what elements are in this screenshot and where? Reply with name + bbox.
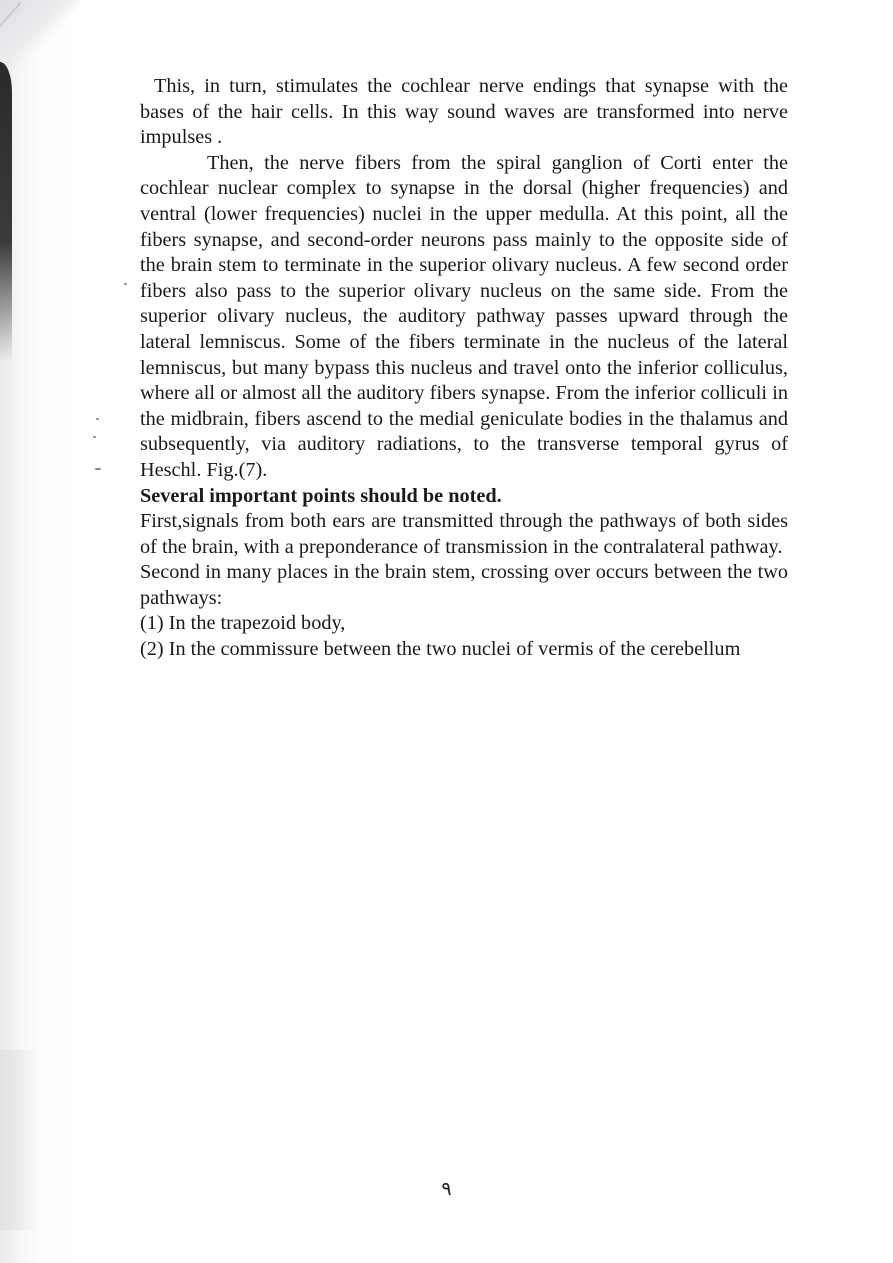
paragraph-auditory-pathway: Then, the nerve fibers from the spiral ganglion of Corti enter the cochlear nuclear complex to synapse in the dorsal (higher frequencies) and ventral (lower frequencies) nuclei in the upper medulla. At this point, all the fibers synapse, and second-order neurons pass mainly to the opposite side of the brain stem to terminate in the superior olivary nucleus. A few second order fibers also pass to the superior olivary nucleus on the same side. From the superior olivary nucleus, the auditory pathway passes upward through the lateral lemniscus. Some of the fibers terminate in the nucleus of the lateral lemniscus, but many bypass this nucleus and travel onto the inferior colliculus, where all or almost all the auditory fibers synapse. From the inferior colliculi in the midbrain, fibers ascend to the medial geniculate bodies in the thalamus and subsequently, via auditory radiations, to the transverse temporal gyrus of Heschl. Fig.(7). — [140, 151, 788, 481]
paragraph-second-point: Second in many places in the brain stem, crossing over occurs between the two pathways: — [140, 561, 788, 609]
paragraph-hair-cells: This, in turn, stimulates the cochlear nerve endings that synapse with the bases of the hair cells. In this way sound waves are transformed into nerve impulses . — [140, 75, 788, 149]
section-heading: Several important points should be noted. — [140, 484, 502, 507]
list-item-commissure: (2) In the commissure between the two nuclei of vermis of the cerebellum — [140, 638, 741, 661]
page-number: ٩ — [441, 1178, 452, 1200]
page-edge-shadow-bottom — [0, 1050, 40, 1230]
binding-edge-shadow — [0, 62, 12, 362]
margin-speck — [95, 468, 101, 470]
margin-speck — [93, 436, 96, 438]
paragraph-first-point: First,signals from both ears are transmitted through the pathways of both sides of the brain, with a preponderance of transmission in the contralateral pathway. — [140, 510, 788, 558]
list-item-trapezoid-body: (1) In the trapezoid body, — [140, 612, 346, 635]
document-body — [140, 74, 788, 663]
margin-speck — [124, 283, 127, 285]
margin-speck — [96, 418, 99, 420]
